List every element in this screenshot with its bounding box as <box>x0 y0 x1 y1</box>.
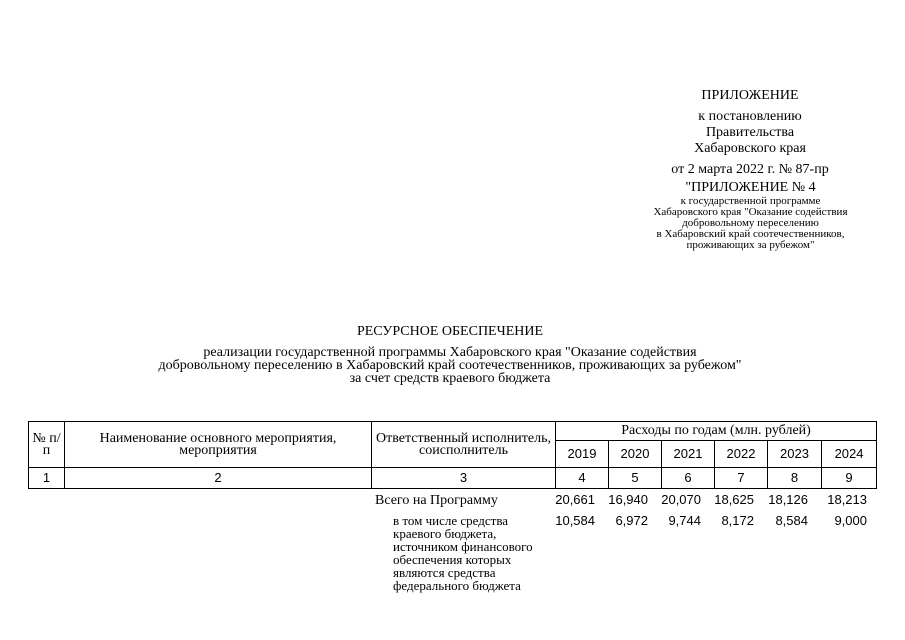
subtitle-line: за счет средств краевого бюджета <box>349 371 551 386</box>
appendix4-block <box>633 180 868 251</box>
appendix-decree: от 2 марта 2022 г. № 87-пр <box>671 162 829 177</box>
document-subtitle <box>100 346 800 385</box>
year-header: 2019 <box>556 441 609 468</box>
value-cell: 16,940 <box>608 492 648 507</box>
appendix4-line: добровольному переселению <box>682 217 819 229</box>
resource-table <box>28 421 877 489</box>
value-cell: 10,584 <box>555 513 595 528</box>
column-index: 9 <box>822 468 877 489</box>
row-regional-label: в том числе средства краевого бюджета, источником финансового обеспечения которых являются средства федерального бюджета <box>393 513 533 593</box>
column-executor-header: Ответственный исполнитель, соисполнитель <box>372 422 556 468</box>
value-cell: 8,584 <box>775 513 808 528</box>
row-total-label: Всего на Программу <box>375 493 498 508</box>
year-header: 2021 <box>662 441 715 468</box>
appendix4-line: проживающих за рубежом" <box>686 239 815 251</box>
appendix-block <box>640 88 860 178</box>
column-index: 7 <box>715 468 768 489</box>
appendix4-line: в Хабаровский край соотечественников, <box>656 228 845 240</box>
year-header: 2023 <box>768 441 822 468</box>
column-expenses-header: Расходы по годам (млн. рублей) <box>556 422 877 441</box>
column-index: 1 <box>29 468 65 489</box>
column-index: 3 <box>372 468 556 489</box>
appendix4-title: "ПРИЛОЖЕНИЕ № 4 <box>685 180 816 195</box>
value-cell: 20,070 <box>661 492 701 507</box>
appendix-line: Хабаровского края <box>694 141 806 156</box>
value-cell: 8,172 <box>721 513 754 528</box>
appendix4-line: Хабаровского края "Оказание содействия <box>653 206 848 218</box>
year-header: 2020 <box>609 441 662 468</box>
value-cell: 9,000 <box>834 513 867 528</box>
year-header: 2022 <box>715 441 768 468</box>
value-cell: 18,126 <box>768 492 808 507</box>
column-number-header: № п/п <box>29 422 65 468</box>
value-cell: 18,213 <box>827 492 867 507</box>
column-index: 5 <box>609 468 662 489</box>
column-index: 4 <box>556 468 609 489</box>
subtitle-line: реализации государственной программы Хабаровского края "Оказание содействия <box>203 345 697 360</box>
value-cell: 9,744 <box>668 513 701 528</box>
column-index: 6 <box>662 468 715 489</box>
value-cell: 18,625 <box>714 492 754 507</box>
value-cell: 6,972 <box>615 513 648 528</box>
appendix4-line: к государственной программе <box>680 195 821 207</box>
column-index: 2 <box>65 468 372 489</box>
subtitle-line: добровольному переселению в Хабаровский край соотечественников, проживающих за рубежом" <box>158 358 742 373</box>
column-index: 8 <box>768 468 822 489</box>
value-cell: 20,661 <box>555 492 595 507</box>
appendix-title: ПРИЛОЖЕНИЕ <box>701 88 799 103</box>
year-header: 2024 <box>822 441 877 468</box>
column-name-header: Наименование основного мероприятия, мероприятия <box>65 422 372 468</box>
appendix-line: к постановлению <box>698 109 802 124</box>
appendix-line: Правительства <box>705 125 795 140</box>
document-title: РЕСУРСНОЕ ОБЕСПЕЧЕНИЕ <box>356 324 544 339</box>
